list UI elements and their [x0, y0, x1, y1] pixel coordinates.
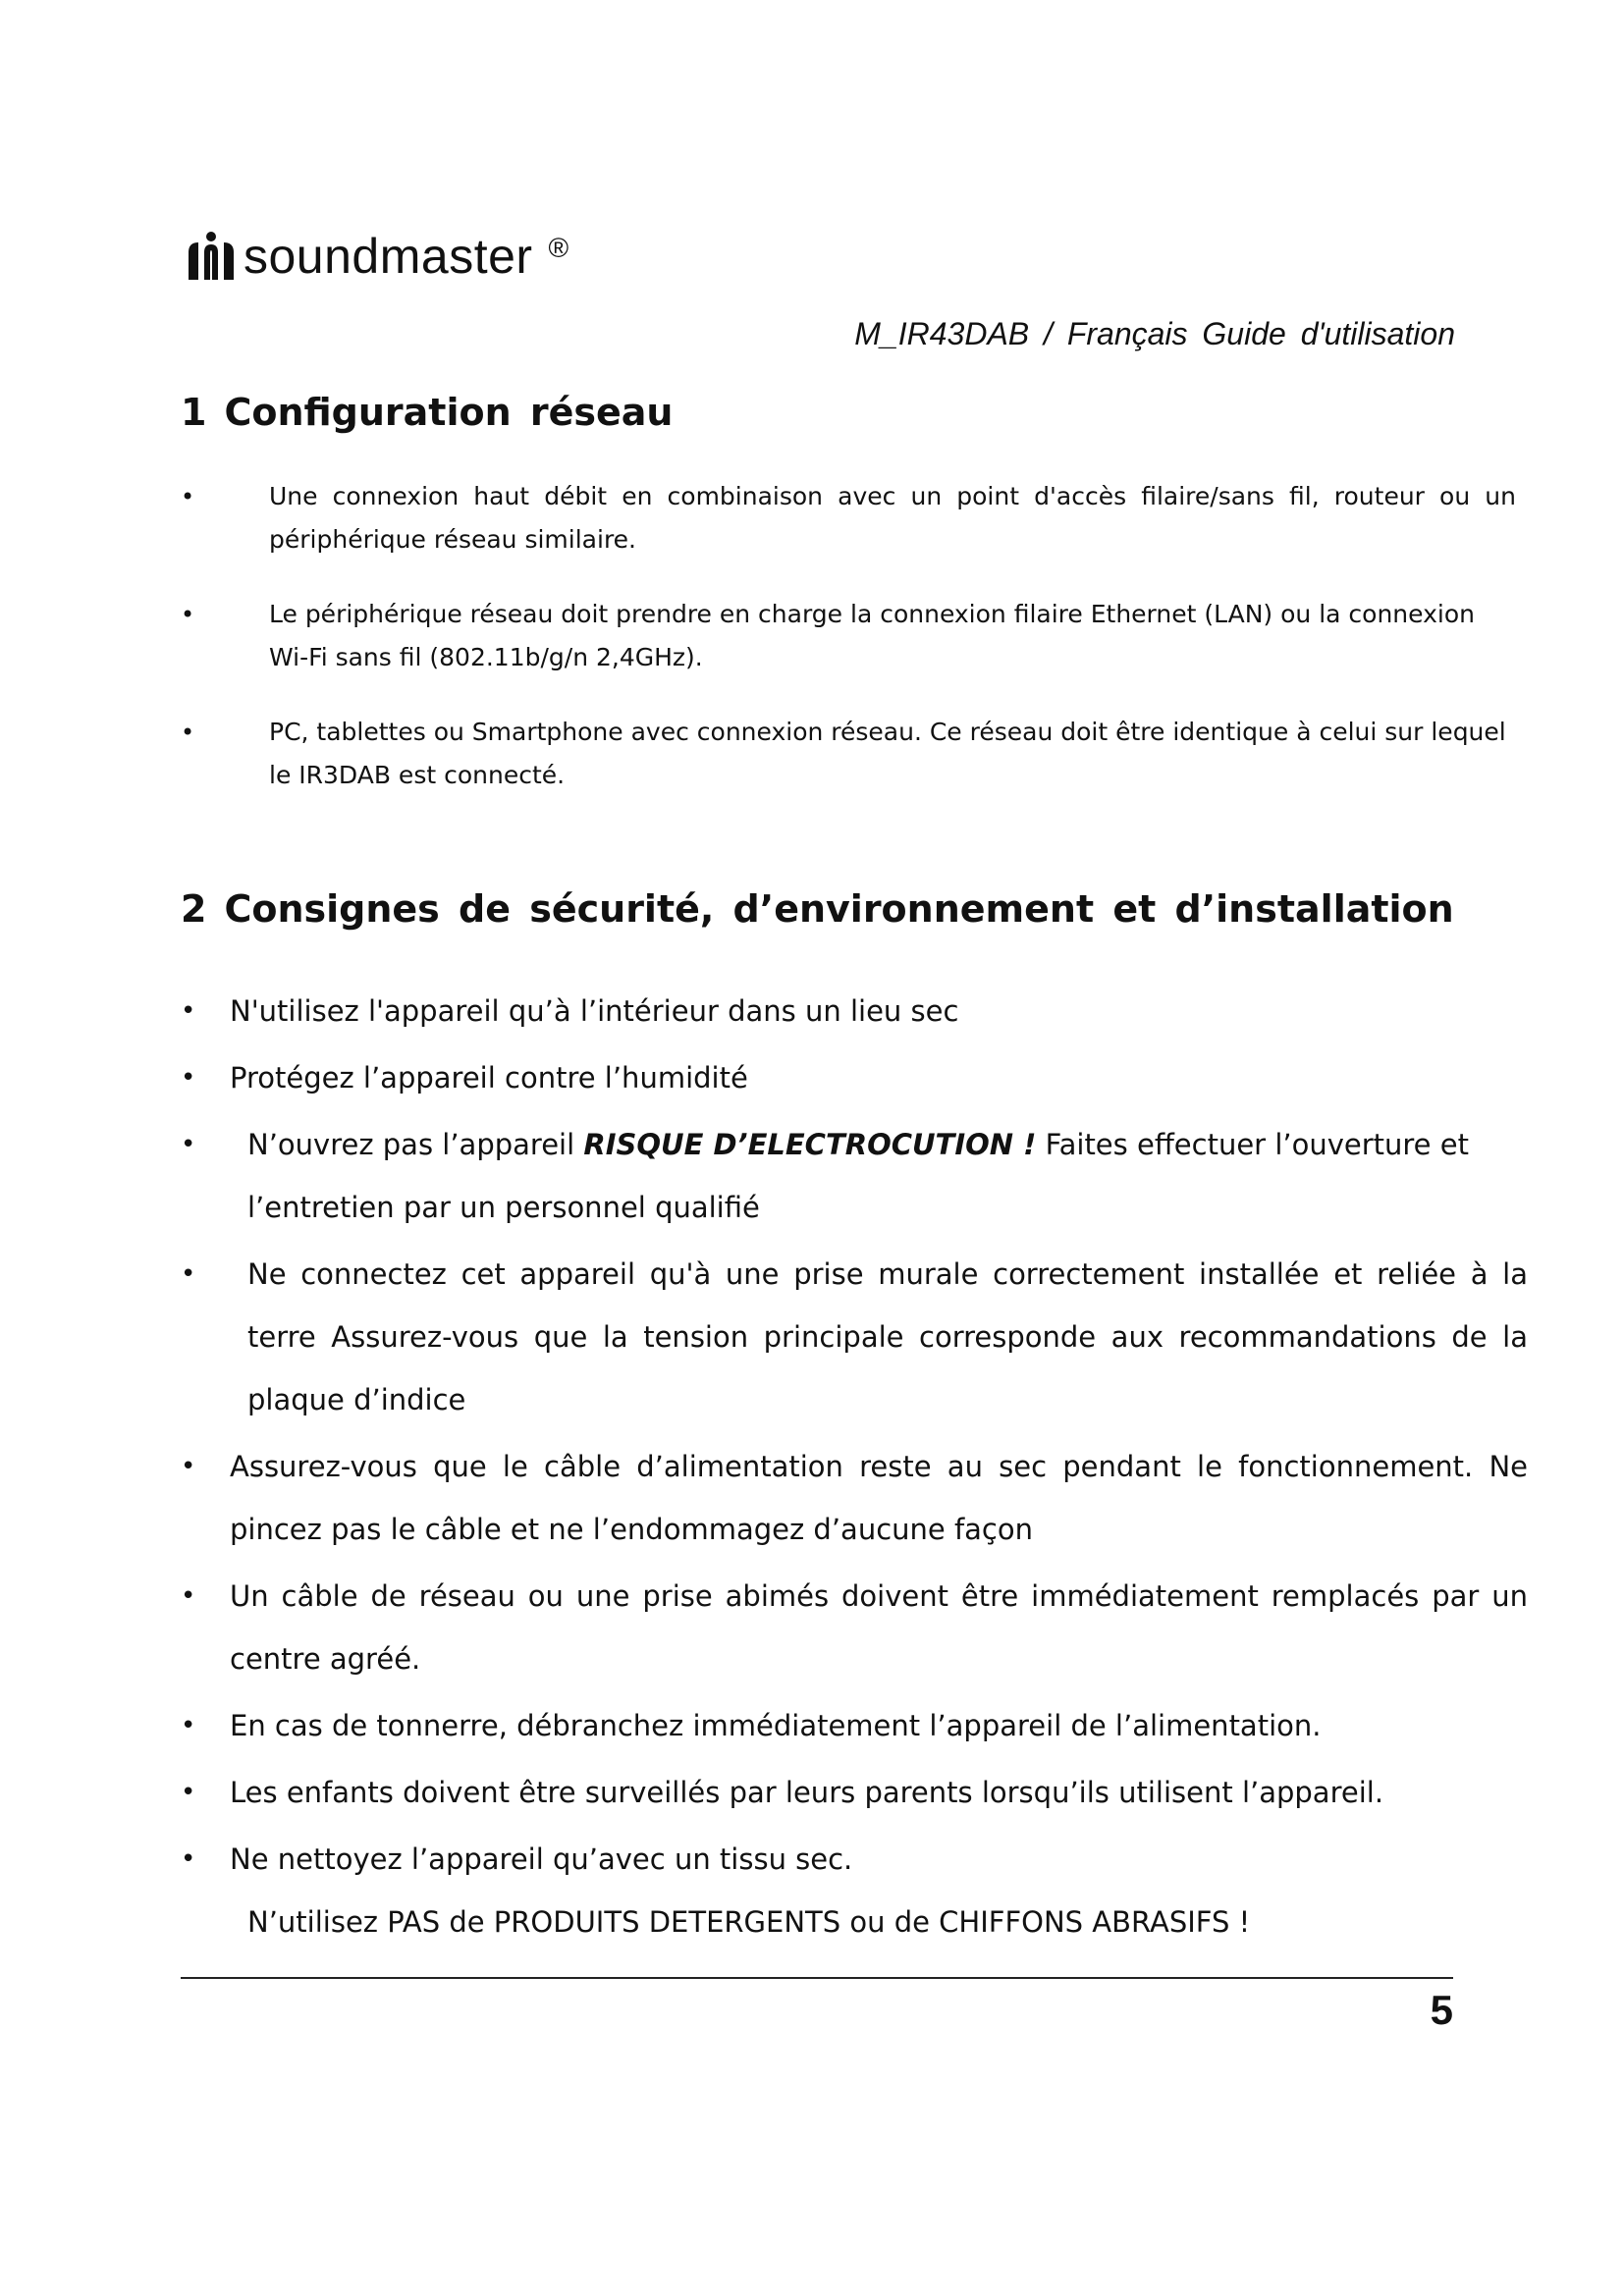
list-item: [181, 1243, 1528, 1431]
list-item-text: PC, tablettes ou Smartphone avec connexion réseau. Ce réseau doit être identique à celui sur lequel le IR3DAB est connecté.: [269, 718, 1506, 789]
bullet: •: [181, 1581, 196, 1611]
list-item-text: Un câble de réseau ou une prise abimés doivent être immédiatement remplacés par un centre agréé.: [230, 1579, 1528, 1676]
list-item: [181, 1435, 1528, 1561]
bullet: •: [181, 1844, 196, 1874]
list-item-text: Assurez-vous que le câble d’alimentation reste au sec pendant le fonctionnement. Ne pincez pas le câble et ne l’endommagez d’aucune façon: [230, 1450, 1528, 1546]
list-item: [181, 1113, 1528, 1239]
registered-mark: ®: [548, 233, 569, 263]
list-item-text: Les enfants doivent être surveillés par leurs parents lorsqu’ils utilisent l’appareil.: [230, 1776, 1384, 1809]
list-item-text-second-line: N’utilisez PAS de PRODUITS DETERGENTS ou de CHIFFONS ABRASIFS !: [247, 1905, 1251, 1939]
bullet: •: [181, 1452, 196, 1481]
list-item-text: En cas de tonnerre, débranchez immédiatement l’appareil de l’alimentation.: [230, 1709, 1322, 1742]
network-requirements-list: [181, 475, 1516, 828]
section-number: 2: [181, 887, 207, 931]
list-item-text: Le périphérique réseau doit prendre en charge la connexion filaire Ethernet (LAN) ou la connexion Wi-Fi sans fil (802.11b/g/n 2,4GHz).: [269, 600, 1475, 671]
bullet: •: [181, 483, 195, 510]
bullet: •: [181, 1778, 196, 1807]
bullet: •: [181, 1259, 196, 1289]
bullet: •: [181, 601, 195, 628]
list-item: [181, 1761, 1528, 1824]
list-item-text: Protégez l’appareil contre l’humidité: [230, 1061, 748, 1095]
list-item: [181, 1046, 1528, 1109]
list-item: [181, 711, 1516, 797]
list-item: [181, 980, 1528, 1042]
electrocution-warning: RISQUE D’ELECTROCUTION !: [583, 1128, 1037, 1161]
section-title: Configuration réseau: [224, 391, 674, 434]
bullet: •: [181, 719, 195, 746]
soundmaster-logo-icon: [185, 231, 238, 282]
list-item-text: N'utilisez l'appareil qu’à l’intérieur dans un lieu sec: [230, 994, 959, 1028]
list-item: [181, 593, 1516, 679]
bullet: •: [181, 1711, 196, 1740]
bullet: •: [181, 996, 196, 1026]
brand-logo: [185, 228, 568, 285]
list-item-text: Ne connectez cet appareil qu'à une prise murale correctement installée et reliée à la terre Assurez-vous que la tension principale corresponde aux recommandations de la plaque d’indice: [247, 1257, 1528, 1416]
bullet: •: [181, 1130, 196, 1159]
list-item-text: [230, 1113, 1528, 1239]
page-number: 5: [1430, 1987, 1453, 2033]
safety-instructions-list: [181, 980, 1528, 1957]
section-number: 1: [181, 391, 207, 434]
bullet: •: [181, 1063, 196, 1093]
footer-divider: [181, 1977, 1453, 1979]
list-item: [181, 1828, 1528, 1953]
brand-name: soundmaster: [244, 229, 533, 284]
section-title: Consignes de sécurité, d’environnement et d’installation: [224, 887, 1454, 931]
list-item-text-pre: N’ouvrez pas l’appareil: [247, 1128, 584, 1161]
list-item-text: Ne nettoyez l’appareil qu’avec un tissu sec.: [230, 1842, 853, 1876]
section-heading-safety: [181, 887, 1454, 931]
list-item-text: Une connexion haut débit en combinaison avec un point d'accès filaire/sans fil, routeur ou un périphérique réseau similaire.: [269, 482, 1516, 554]
section-heading-network: [181, 391, 673, 434]
list-item: [181, 475, 1516, 561]
document-title: M_IR43DAB / Français Guide d'utilisation: [854, 316, 1455, 351]
list-item: [181, 1565, 1528, 1690]
list-item: [181, 1694, 1528, 1757]
list-item-text-post: Faites effectuer l’ouverture et l’entretien par un personnel qualifié: [247, 1128, 1469, 1224]
